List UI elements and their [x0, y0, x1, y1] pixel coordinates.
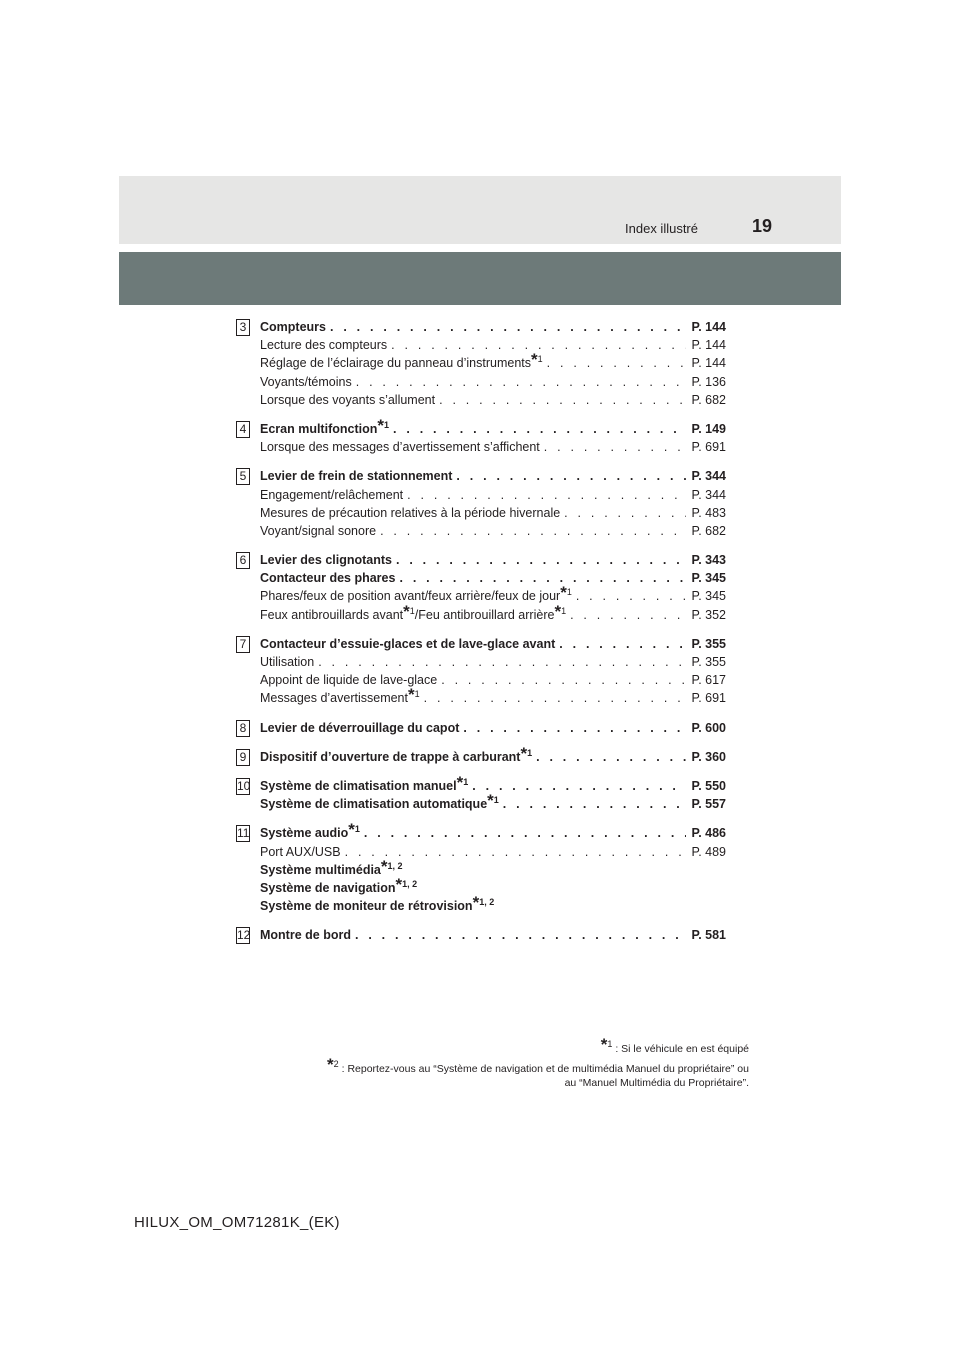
callout-number-box: 9 — [236, 749, 250, 766]
index-entry[interactable] — [236, 415, 726, 438]
footnote-star-icon: * — [456, 772, 464, 792]
page-reference-link[interactable]: P. 682 — [691, 392, 726, 407]
dot-leader — [441, 671, 686, 689]
page-reference-link[interactable]: P. 600 — [691, 720, 726, 735]
entry-label — [260, 843, 341, 861]
dot-leader — [439, 391, 686, 409]
entry-label — [260, 467, 452, 485]
entry-label — [260, 743, 533, 766]
index-entry[interactable] — [236, 820, 726, 842]
index-entry[interactable] — [236, 874, 726, 897]
page-reference-link[interactable]: P. 352 — [691, 607, 726, 622]
entry-label — [260, 772, 469, 795]
index-section — [236, 635, 726, 708]
entry-text: Utilisation — [260, 655, 315, 669]
entry-label — [260, 820, 360, 842]
footnote-star-icon: * — [560, 583, 567, 603]
index-entry[interactable] — [236, 522, 726, 540]
page-reference-link[interactable]: P. 344 — [691, 469, 726, 484]
section-title: Index illustré — [625, 221, 698, 236]
page-reference-link[interactable]: P. 343 — [691, 553, 726, 568]
entry-text: Appoint de liquide de lave-glace — [260, 673, 438, 688]
entry-text: Compteurs — [260, 320, 326, 334]
entry-text: Système de climatisation automatique — [260, 797, 488, 812]
footnote-ref: 1 — [566, 587, 572, 598]
page-reference-link[interactable]: P. 486 — [691, 826, 726, 841]
dot-leader — [396, 551, 686, 569]
footnote-ref: 1 — [384, 419, 390, 430]
entry-text: Lorsque des messages d’avertissement s’affichent — [260, 440, 540, 455]
footnote-star-icon: * — [487, 791, 494, 811]
entry-label — [260, 504, 560, 522]
footnote-ref: 1 — [561, 605, 567, 616]
footnote-star-icon: * — [348, 820, 355, 840]
entry-text: Lorsque des voyants s’allument — [260, 392, 436, 407]
footnote-1-text: : Si le véhicule en est équipé — [612, 1043, 749, 1055]
entry-label — [260, 373, 352, 391]
index-entry[interactable] — [236, 926, 726, 944]
page-reference-link[interactable]: P. 149 — [691, 421, 726, 436]
entry-text: Voyant/signal sonore — [260, 523, 377, 538]
entry-label — [260, 551, 392, 569]
entry-label — [260, 685, 420, 707]
index-entry[interactable] — [236, 685, 726, 707]
index-section — [236, 318, 726, 409]
footnote-star-icon: * — [403, 601, 410, 621]
index-section — [236, 926, 726, 944]
header-band — [119, 176, 841, 244]
entry-label — [260, 415, 390, 438]
entry-label — [260, 719, 459, 737]
footnote-1-mark: 1 — [607, 1039, 613, 1049]
footnotes — [189, 1035, 749, 1096]
entry-text: Mesures de précaution relatives à la période hivernale — [260, 505, 561, 520]
dot-leader — [393, 420, 686, 438]
callout-number-box: 6 — [236, 552, 250, 569]
page-reference-link[interactable]: P. 691 — [691, 691, 726, 706]
entry-text: Dispositif d’ouverture de trappe à carburant — [260, 749, 521, 764]
page-reference-link[interactable]: P. 344 — [691, 487, 726, 502]
dot-leader — [424, 689, 687, 707]
index-entry[interactable] — [236, 893, 726, 915]
entry-text: Voyants/témoins — [260, 374, 352, 389]
entry-text: Contacteur d’essuie-glaces et de lave-glace avant — [260, 636, 556, 651]
page-number: 19 — [752, 216, 773, 236]
entry-text: Phares/feux de position avant/feux arrière/feux de jour — [260, 589, 561, 604]
page-reference-link[interactable]: P. 483 — [691, 505, 726, 520]
entry-text: Ecran multifonction — [260, 421, 378, 436]
footnote-ref: 1 — [354, 824, 360, 835]
page-reference-link[interactable]: P. 345 — [691, 589, 726, 604]
page-reference-link[interactable]: P. 550 — [691, 778, 726, 793]
dot-leader — [544, 438, 687, 456]
index-entry[interactable] — [236, 583, 726, 605]
index-entry[interactable] — [236, 350, 726, 372]
footnote-ref: 1 — [537, 354, 543, 365]
index-entry[interactable] — [236, 791, 726, 813]
entry-label — [260, 926, 351, 944]
index-section — [236, 743, 726, 766]
entry-label — [260, 336, 387, 354]
dot-leader — [463, 719, 686, 737]
entry-text: Système multimédia — [260, 862, 381, 877]
entry-text: Levier de déverrouillage du capot — [260, 720, 460, 735]
index-entry[interactable] — [236, 569, 726, 587]
footnote-ref: 1 — [493, 795, 499, 806]
index-entry[interactable] — [236, 843, 726, 861]
dot-leader — [380, 522, 686, 540]
entry-text: Engagement/relâchement — [260, 487, 404, 502]
index-entry[interactable] — [236, 743, 726, 766]
dot-leader — [364, 824, 687, 842]
page-reference-link[interactable]: P. 489 — [691, 844, 726, 859]
index-section — [236, 467, 726, 540]
footnote-ref: 1 — [463, 776, 469, 787]
dot-leader — [355, 926, 687, 944]
page-reference-link[interactable]: P. 691 — [691, 440, 726, 455]
page-reference-link[interactable]: P. 144 — [691, 356, 726, 371]
callout-number-box: 4 — [236, 421, 250, 438]
index-entry[interactable] — [236, 318, 726, 336]
entry-label — [260, 438, 540, 456]
dot-leader — [356, 373, 687, 391]
dot-leader — [391, 336, 686, 354]
footnote-ref: 1, 2 — [387, 860, 403, 871]
index-entry[interactable] — [236, 467, 726, 485]
index-section — [236, 415, 726, 456]
page-reference-link[interactable]: P. 355 — [691, 636, 726, 651]
index-section — [236, 820, 726, 915]
index-entry[interactable] — [236, 438, 726, 456]
footnote-ref: 1, 2 — [402, 878, 418, 889]
page-reference-link[interactable]: P. 136 — [691, 374, 726, 389]
header-dark-band — [119, 252, 841, 305]
footnote-ref: 1 — [527, 747, 533, 758]
entry-text: Réglage de l’éclairage du panneau d’instruments — [260, 356, 532, 371]
entry-text: Contacteur des phares — [260, 571, 396, 586]
index-entry[interactable] — [236, 391, 726, 409]
entry-label — [260, 601, 567, 624]
index-entry[interactable] — [236, 601, 726, 624]
page-reference-link[interactable]: P. 682 — [691, 523, 726, 538]
entry-label — [260, 583, 572, 605]
index-entry[interactable] — [236, 671, 726, 689]
entry-label — [260, 893, 495, 915]
index-entry[interactable] — [236, 373, 726, 391]
page-reference-link[interactable]: P. 345 — [691, 571, 726, 586]
entry-label — [260, 486, 403, 504]
entry-text: Port AUX/USB — [260, 844, 341, 859]
entry-label — [260, 856, 403, 879]
entry-text: Feux antibrouillards avant — [260, 607, 404, 622]
dot-leader — [570, 606, 686, 624]
dot-leader — [559, 635, 686, 653]
dot-leader — [472, 777, 686, 795]
entry-label — [260, 653, 314, 671]
callout-number-box: 12 — [237, 928, 251, 943]
page-reference-link[interactable]: P. 581 — [691, 928, 726, 943]
entry-text: /Feu antibrouillard arrière — [414, 607, 555, 622]
footnote-star-icon: * — [380, 856, 388, 876]
footnote-2: *$^2$ : Reportez-vous au “Système de navigation et de multimédia Manuel du propriétaire” ou au “Manuel Multimédia du Propriétaire”. — [327, 1055, 749, 1089]
entry-label — [260, 635, 555, 653]
index-entry[interactable] — [236, 653, 726, 671]
page-reference-link[interactable]: P. 557 — [691, 797, 726, 812]
index-list — [236, 318, 726, 955]
dot-leader — [330, 318, 686, 336]
index-entry[interactable] — [236, 772, 726, 795]
entry-text: Système de moniteur de rétrovision — [260, 899, 473, 914]
dot-leader — [318, 653, 686, 671]
footnote-star-icon: * — [407, 685, 415, 705]
entry-label — [260, 318, 326, 336]
footnote-1: *$^1$ : Si le véhicule en est équipé — [600, 1035, 749, 1055]
entry-text: Système de climatisation manuel — [260, 778, 457, 793]
callout-number-box: 3 — [236, 319, 250, 336]
dot-leader — [564, 504, 686, 522]
footnote-star-icon: * — [395, 874, 403, 894]
entry-text: Système de navigation — [260, 880, 396, 895]
document-code: HILUX_OM_OM71281K_(EK) — [134, 1214, 340, 1231]
footnote-star-icon: * — [531, 350, 538, 370]
footnote-ref: 1 — [414, 689, 420, 700]
index-section — [236, 719, 726, 737]
page-reference-link[interactable]: P. 360 — [691, 749, 726, 764]
index-entry[interactable] — [236, 504, 726, 522]
dot-leader — [407, 486, 686, 504]
footnote-ref: 1, 2 — [479, 897, 495, 908]
index-entry[interactable] — [236, 551, 726, 569]
footnote-2-line-1: : Reportez-vous au “Système de navigation et de multimédia Manuel du propriétaire” ou — [338, 1063, 749, 1075]
dot-leader — [456, 467, 686, 485]
footnote-star-icon: * — [377, 415, 384, 435]
index-entry[interactable] — [236, 486, 726, 504]
entry-text: Levier de frein de stationnement — [260, 469, 453, 484]
dot-leader — [536, 748, 686, 766]
index-entry[interactable] — [236, 719, 726, 737]
entry-label — [260, 391, 435, 409]
entry-label — [260, 791, 499, 813]
dot-leader — [576, 587, 687, 605]
page-reference-link[interactable]: P. 144 — [691, 320, 726, 334]
dot-leader — [399, 569, 686, 587]
callout-number-box: 8 — [236, 720, 250, 737]
callout-number-box: 5 — [236, 468, 250, 485]
entry-text: Levier des clignotants — [260, 553, 392, 568]
dot-leader — [503, 795, 687, 813]
index-section — [236, 551, 726, 624]
entry-label — [260, 874, 418, 897]
entry-text: Système audio — [260, 826, 349, 841]
callout-number-box: 10 — [237, 778, 251, 793]
footnote-2-line-2: au “Manuel Multimédia du Propriétaire”. — [564, 1077, 749, 1089]
entry-label — [260, 569, 395, 587]
entry-text: Messages d’avertissement — [260, 691, 408, 706]
footnote-ref: 1 — [409, 605, 415, 616]
page-reference-link[interactable]: P. 617 — [691, 673, 726, 688]
index-entry[interactable] — [236, 635, 726, 653]
page-reference-link[interactable]: P. 144 — [691, 338, 726, 353]
entry-text: Montre de bord — [260, 928, 351, 943]
footnote-star-icon: * — [472, 893, 480, 913]
entry-label — [260, 522, 376, 540]
page-reference-link[interactable]: P. 355 — [691, 655, 726, 669]
footnote-star-icon: * — [520, 743, 528, 763]
entry-text: Lecture des compteurs — [260, 338, 388, 353]
dot-leader — [345, 843, 687, 861]
callout-number-box: 7 — [236, 636, 250, 653]
callout-number-box: 11 — [237, 826, 250, 841]
footnote-star-icon: * — [554, 601, 562, 621]
dot-leader — [547, 354, 687, 372]
index-section — [236, 772, 726, 813]
index-entry[interactable] — [236, 336, 726, 354]
entry-label — [260, 350, 543, 372]
index-entry[interactable] — [236, 856, 726, 879]
footnote-2-mark: 2 — [333, 1059, 339, 1069]
